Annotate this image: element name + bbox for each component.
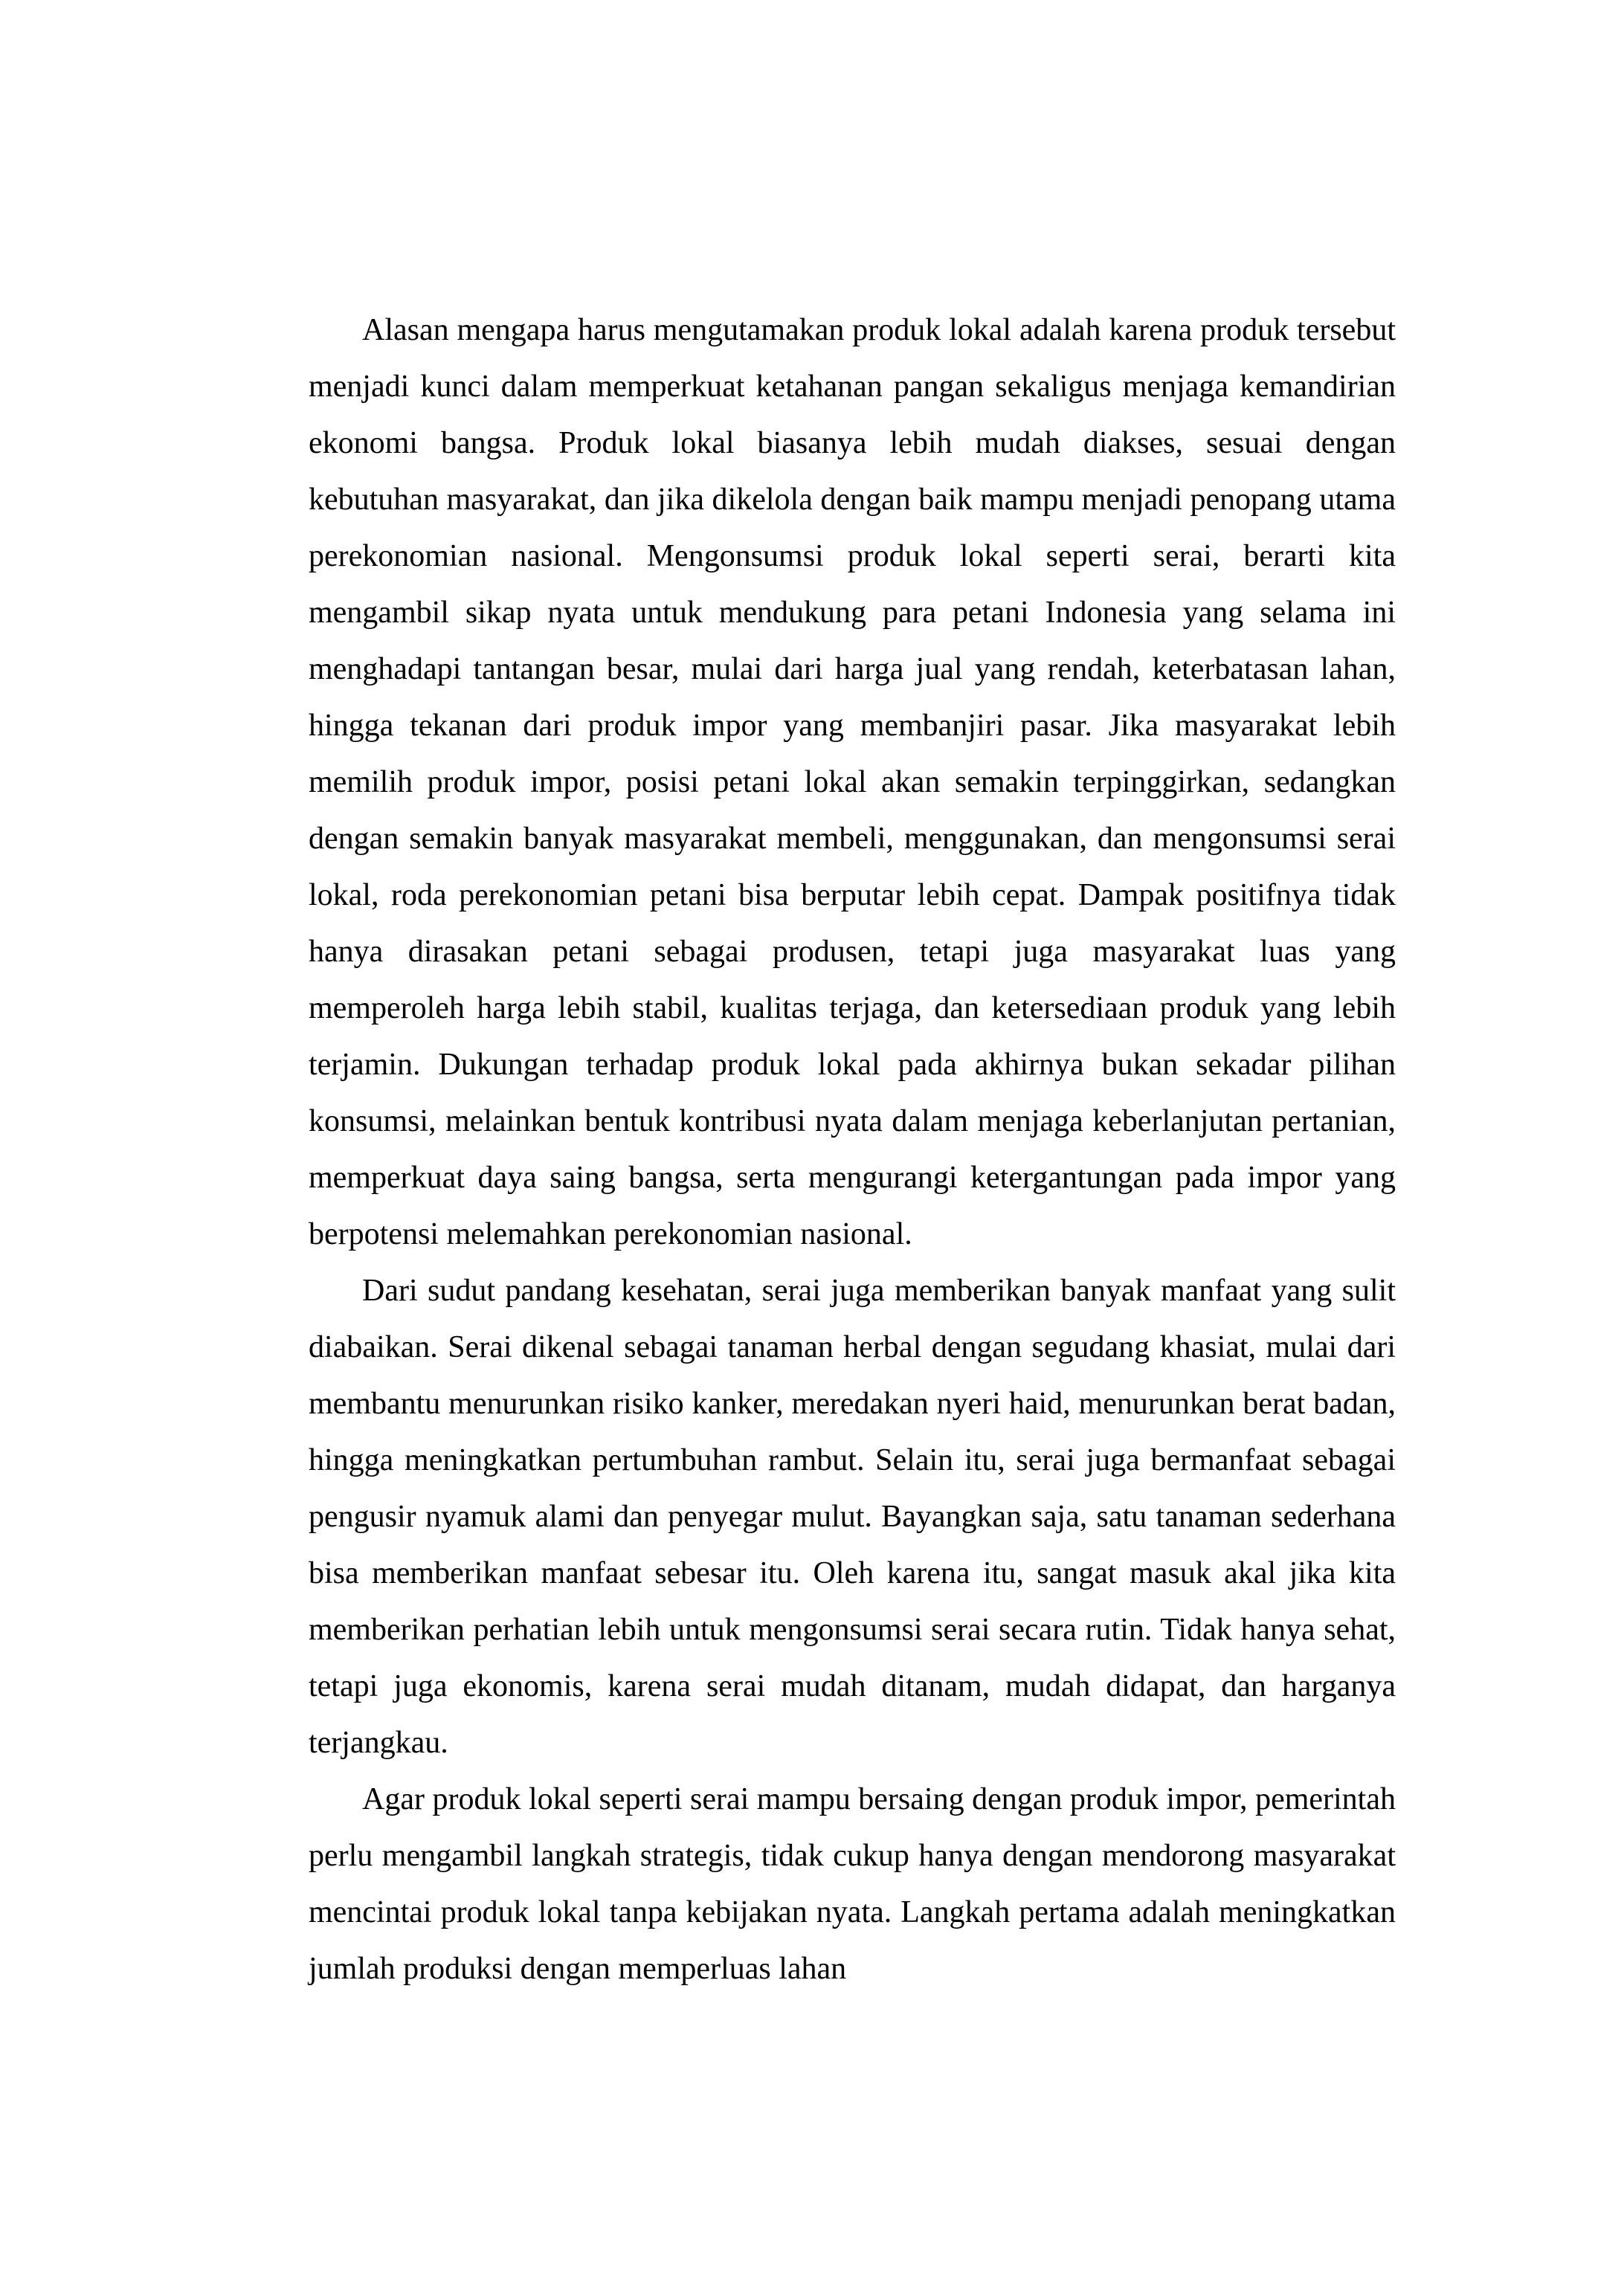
body-paragraph-2: Dari sudut pandang kesehatan, serai juga memberikan banyak manfaat yang sulit diabaikan. Serai dikenal sebagai tanaman herbal dengan segudang khasiat, mulai dari membantu menurunkan risiko kanker, meredakan nyeri haid, menurunkan berat badan, hingga meningkatkan pertumbuhan rambut. Selain itu, serai juga bermanfaat sebagai pengusir nyamuk alami dan penyegar mulut. Bayangkan saja, satu tanaman sederhana bisa memberikan manfaat sebesar itu. Oleh karena itu, sangat masuk akal jika kita memberikan perhatian lebih untuk mengonsumsi serai secara rutin. Tidak hanya sehat, tetapi juga ekonomis, karena serai mudah ditanam, mudah didapat, dan harganya terjangkau. — [309, 1274, 1396, 1760]
document-body-text — [309, 302, 1396, 1997]
body-paragraph-3: Agar produk lokal seperti serai mampu bersaing dengan produk impor, pemerintah perlu mengambil langkah strategis, tidak cukup hanya dengan mendorong masyarakat mencintai produk lokal tanpa kebijakan nyata. Langkah pertama adalah meningkatkan jumlah produksi dengan memperluas lahan — [309, 1782, 1396, 1986]
body-paragraph-1: Alasan mengapa harus mengutamakan produk lokal adalah karena produk tersebut menjadi kunci dalam memperkuat ketahanan pangan sekaligus menjaga kemandirian ekonomi bangsa. Produk lokal biasanya lebih mudah diakses, sesuai dengan kebutuhan masyarakat, dan jika dikelola dengan baik mampu menjadi penopang utama perekonomian nasional. Mengonsumsi produk lokal seperti serai, berarti kita mengambil sikap nyata untuk mendukung para petani Indonesia yang selama ini menghadapi tantangan besar, mulai dari harga jual yang rendah, keterbatasan lahan, hingga tekanan dari produk impor yang membanjiri pasar. Jika masyarakat lebih memilih produk impor, posisi petani lokal akan semakin terpinggirkan, sedangkan dengan semakin banyak masyarakat membeli, menggunakan, dan mengonsumsi serai lokal, roda perekonomian petani bisa berputar lebih cepat. Dampak positifnya tidak hanya dirasakan petani sebagai produsen, tetapi juga masyarakat luas yang memperoleh harga lebih stabil, kualitas terjaga, dan ketersediaan produk yang lebih terjamin. Dukungan terhadap produk lokal pada akhirnya bukan sekadar pilihan konsumsi, melainkan bentuk kontribusi nyata dalam menjaga keberlanjutan pertanian, memperkuat daya saing bangsa, serta mengurangi ketergantungan pada impor yang berpotensi melemahkan perekonomian nasional. — [309, 313, 1396, 1251]
